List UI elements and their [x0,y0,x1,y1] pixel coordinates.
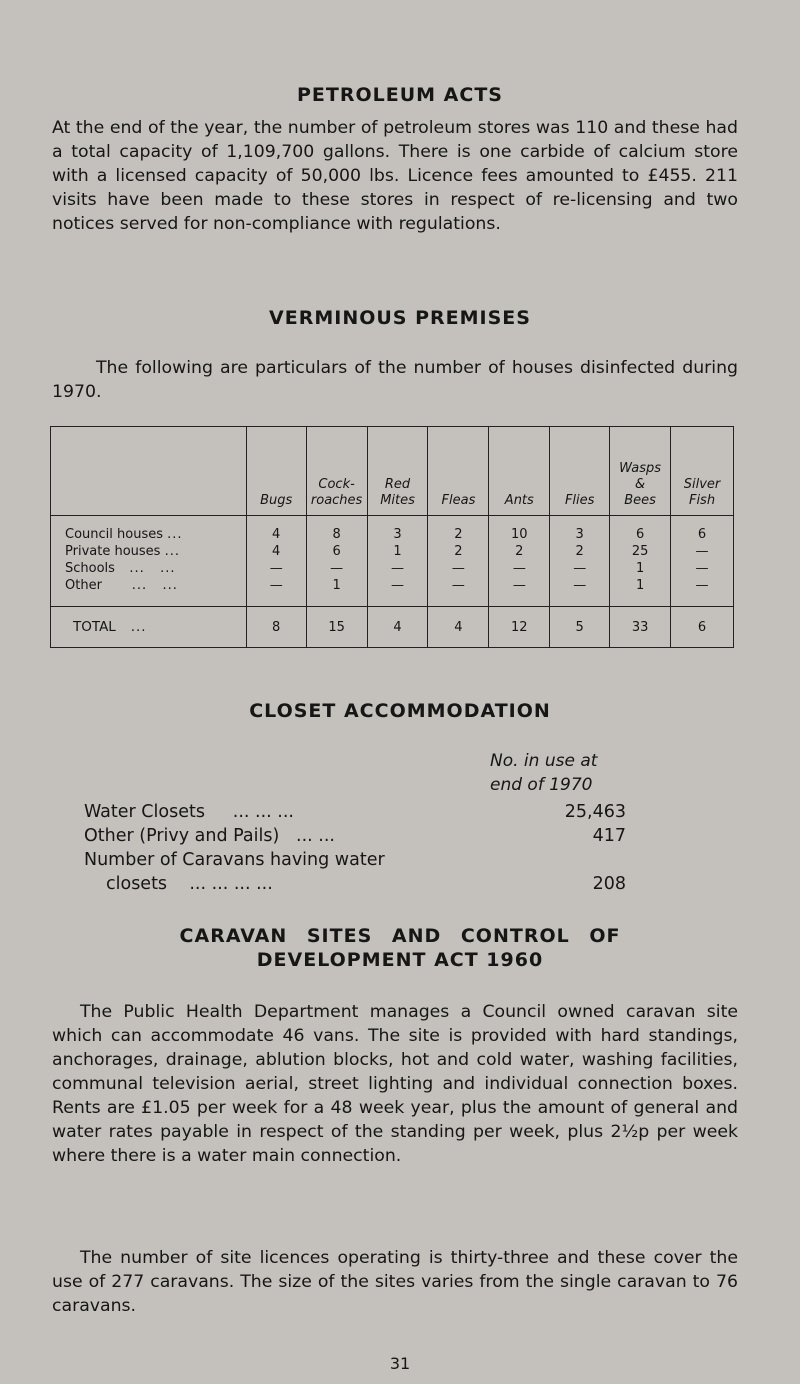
header-text: Silver Fish [683,477,721,508]
caravan-title: DEVELOPMENT ACT 1960 [256,949,544,971]
row-label: Other ... ... [51,577,247,607]
total-cell: 8 [246,607,306,648]
header-cell [550,427,610,516]
header-text: Bugs [260,493,293,508]
table-cell: 2 [489,543,550,560]
table-cell: 6 [306,543,367,560]
table-cell: — [550,577,610,607]
table-cell: 2 [550,543,610,560]
caravan-paragraph: The number of site licences operating is thirty-three and these cover the use of 277 caravans. The size of the sites varies from the single caravan to 76 caravans. [52,1248,738,1316]
table-header-row [51,427,734,516]
disinfection-table [50,426,734,648]
header-text: Fleas [441,493,476,508]
header-text: Wasps & Bees [619,461,662,508]
petroleum-section [0,84,800,106]
table-row [51,543,734,560]
closet-column-head-line: end of 1970 [490,775,593,795]
row-label: Private houses ... [51,543,247,560]
table-cell: 2 [428,516,489,544]
closet-section [0,700,800,722]
table-cell: 3 [550,516,610,544]
verminous-section [0,307,800,329]
total-cell: 4 [428,607,489,648]
verminous-title: VERMINOUS PREMISES [269,307,531,329]
header-cell [489,427,550,516]
closet-row-label: Number of Caravans having water [84,850,385,870]
total-cell: 4 [367,607,428,648]
table-cell: — [246,577,306,607]
header-text: Red Mites [380,477,415,508]
table-cell: 25 [610,543,671,560]
caravan-paragraph: The Public Health Department manages a Council owned caravan site which can accommodate 46 vans. The site is provided with hard standings, anchorages, drainage, ablution blocks, hot and cold water, washing facilities, communal television aerial, street lighting and individual connection boxes. Rents are £1.05 per week for a 48 week year, plus the amount of general and water rates payable in respect of the standing per week, plus 2½p per week where there is a water main connection. [52,1002,738,1166]
total-cell: 6 [671,607,734,648]
row-label: Schools ... ... [51,560,247,577]
table-cell: 6 [610,516,671,544]
total-cell: 15 [306,607,367,648]
total-label: TOTAL ... [51,607,247,648]
header-text: Ants [504,493,534,508]
row-label: Council houses ... [51,516,247,544]
total-cell: 5 [550,607,610,648]
header-text: Flies [564,493,595,508]
closet-row-value: 25,463 [564,802,626,822]
table-cell: — [489,560,550,577]
closet-row-label: Other (Privy and Pails) ... ... [84,826,335,846]
table-cell: 1 [610,560,671,577]
closet-row-label: closets ... ... ... ... [106,874,273,894]
header-text: Cock- roaches [310,477,363,508]
table-row [51,560,734,577]
verminous-paragraph: The following are particulars of the number of houses disinfected during 1970. [52,358,738,402]
table-cell: 8 [306,516,367,544]
header-cell [610,427,671,516]
table-cell: — [550,560,610,577]
header-cell [246,427,306,516]
total-cell: 12 [489,607,550,648]
table-cell: — [306,560,367,577]
header-cell [671,427,734,516]
table-cell: — [367,577,428,607]
table-cell: 4 [246,516,306,544]
closet-row-value: 417 [592,826,626,846]
table-row [51,516,734,544]
closet-column-head-line: No. in use at [490,751,598,771]
header-blank [51,427,247,516]
table-cell: — [246,560,306,577]
header-cell [306,427,367,516]
page-number: 31 [389,1354,411,1373]
table-cell: — [367,560,428,577]
table-cell: 1 [610,577,671,607]
table-cell: 6 [671,516,734,544]
table-cell: — [489,577,550,607]
table-cell: — [428,560,489,577]
total-row [51,607,734,648]
table-cell: — [428,577,489,607]
header-cell [428,427,489,516]
petroleum-title: PETROLEUM ACTS [297,84,503,106]
header-cell [367,427,428,516]
table-cell: — [671,560,734,577]
closet-column-head [490,749,640,797]
petroleum-paragraph: At the end of the year, the number of petroleum stores was 110 and these had a total capacity of 1,109,700 gallons. There is one carbide of calcium store with a licensed capacity of 50,000 lbs. Licence fees amounted to £455. 211 visits have been made to these stores in respect of re-licensing and two notices served for non-compliance with regulations. [52,118,738,234]
table-cell: 3 [367,516,428,544]
closet-row-value: 208 [592,874,626,894]
table-cell: 4 [246,543,306,560]
total-cell: 33 [610,607,671,648]
table-cell: — [671,577,734,607]
caravan-title: CARAVAN SITES AND CONTROL OF [179,925,621,947]
table-cell: 1 [367,543,428,560]
table-cell: 1 [306,577,367,607]
table-cell: 10 [489,516,550,544]
closet-row-label: Water Closets ... ... ... [84,802,294,822]
table-cell: 2 [428,543,489,560]
closet-title: CLOSET ACCOMMODATION [249,700,551,722]
table-row [51,577,734,607]
caravan-section [0,925,800,971]
table-cell: — [671,543,734,560]
